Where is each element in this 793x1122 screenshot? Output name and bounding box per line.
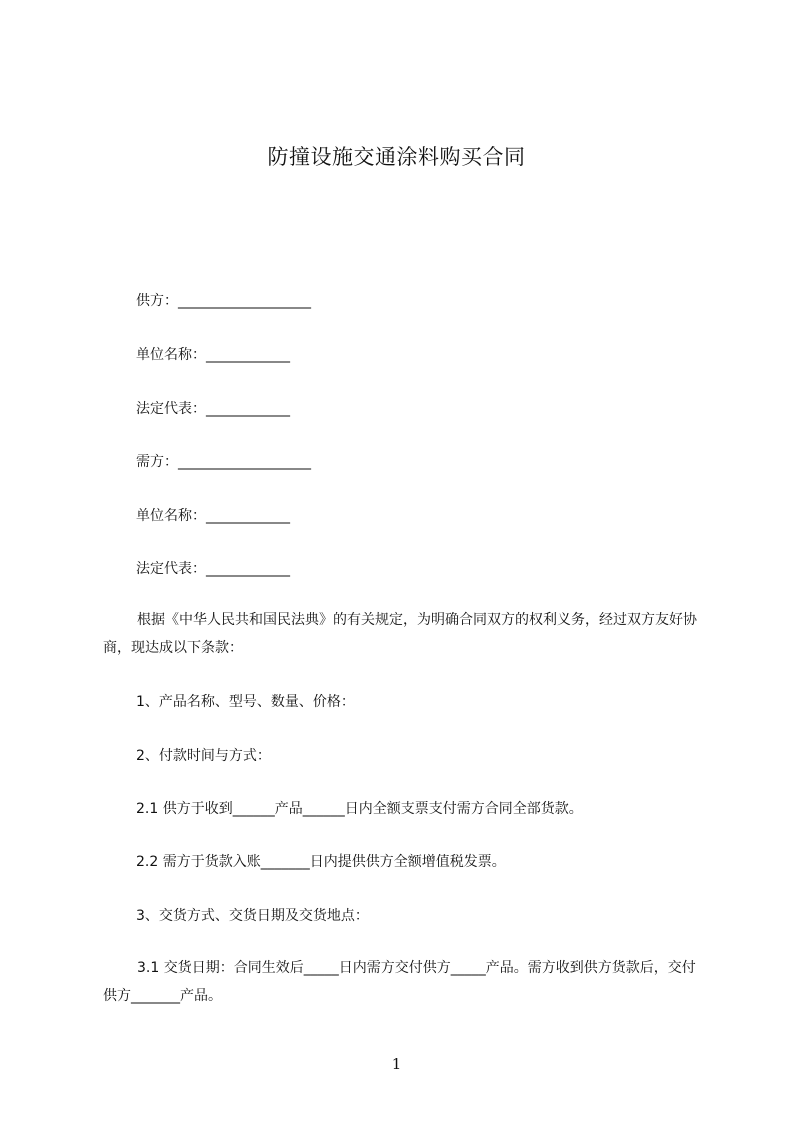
intro-paragraph: 根据《中华人民共和国民法典》的有关规定，为明确合同双方的权利义务，经过双方友好协商，现达成以下条款： bbox=[103, 612, 697, 656]
clause-3: 3、交货方式、交货日期及交货地点： bbox=[136, 908, 369, 924]
supplier-unit-line: 单位名称：____________ bbox=[136, 347, 290, 363]
buyer-representative-line: 法定代表：____________ bbox=[136, 561, 290, 577]
buyer-line: 需方：___________________ bbox=[136, 454, 311, 470]
clause-2-2: 2.2 需方于货款入账_______日内提供供方全额增值税发票。 bbox=[136, 854, 506, 870]
clause-2-1: 2.1 供方于收到______产品______日内全额支票支付需方合同全部货款。 bbox=[136, 801, 583, 817]
buyer-unit-line: 单位名称：____________ bbox=[136, 508, 290, 524]
supplier-representative-line: 法定代表：____________ bbox=[136, 401, 290, 417]
clause-2: 2、付款时间与方式： bbox=[136, 748, 271, 764]
supplier-line: 供方：___________________ bbox=[136, 293, 311, 309]
document-title: 防撞设施交通涂料购买合同 bbox=[267, 145, 526, 169]
page-number: 1 bbox=[391, 1055, 402, 1073]
clause-3-1: 3.1 交货日期：合同生效后_____日内需方交付供方_____产品。需方收到供方货款后，交付供方_______产品。 bbox=[103, 960, 696, 1004]
clause-1: 1、产品名称、型号、数量、价格： bbox=[136, 694, 355, 710]
